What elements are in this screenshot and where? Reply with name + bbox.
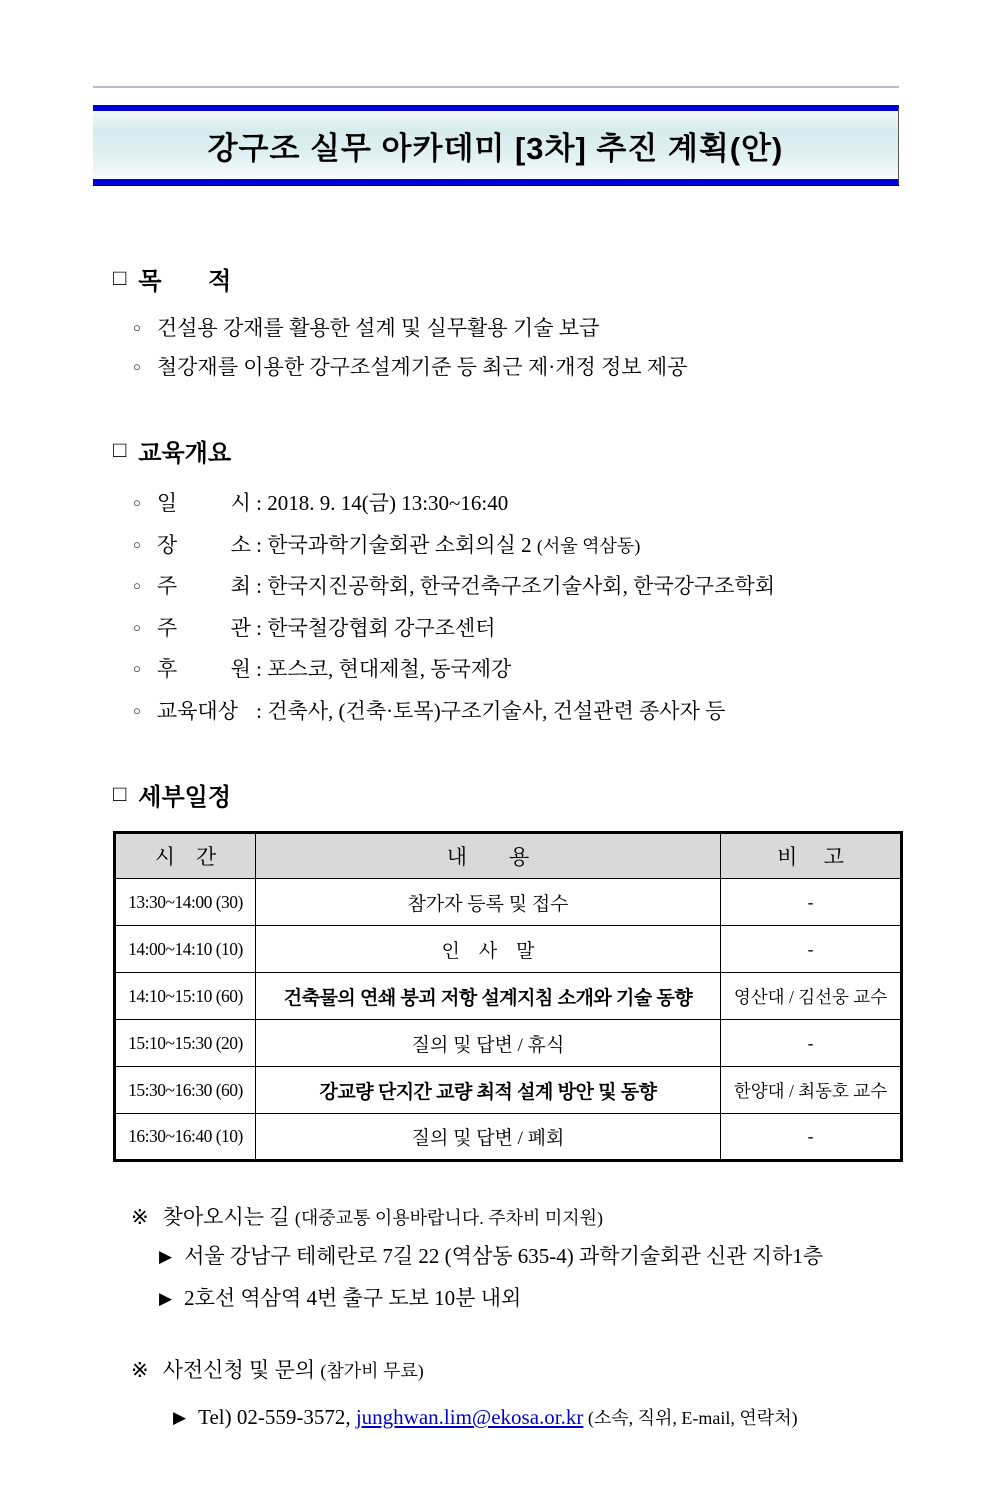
title-banner xyxy=(93,86,899,185)
list-item xyxy=(113,692,897,734)
list-item xyxy=(131,1278,897,1320)
section-heading-purpose xyxy=(113,261,897,296)
reference-mark-icon: ※ xyxy=(131,1358,149,1382)
cell-note: - xyxy=(721,1020,902,1067)
list-item xyxy=(113,609,897,651)
purpose-item-text: 철강재를 이용한 강구조설계기준 등 최근 제·개정 정보 제공 xyxy=(156,355,688,379)
field-label: 교육대상 xyxy=(156,698,239,723)
cell-content: 강교량 단지간 교량 최적 설계 방안 및 동향 xyxy=(256,1067,721,1114)
cell-content: 건축물의 연쇄 붕괴 저항 설계지침 소개와 기술 동향 xyxy=(256,973,721,1020)
list-item xyxy=(113,310,897,349)
email-link[interactable]: junghwan.lim@ekosa.or.kr xyxy=(355,1405,584,1429)
table-row xyxy=(115,1067,902,1114)
purpose-heading-label: 목 적 xyxy=(138,268,232,295)
label-separator: : xyxy=(250,491,268,515)
banner-box xyxy=(93,105,899,185)
circle-bullet-icon: ○ xyxy=(133,320,141,335)
field-value: 한국과학기술회관 소회의실 2 xyxy=(267,532,537,557)
reference-mark-icon: ※ xyxy=(131,1205,149,1229)
table-header-row xyxy=(115,833,902,879)
directions-note xyxy=(113,1199,897,1320)
directions-address: 서울 강남구 테헤란로 7길 22 (역삼동 635-4) 과학기술회관 신관 지하1층 xyxy=(184,1244,824,1268)
label-separator: : xyxy=(250,698,268,723)
cell-note: - xyxy=(721,926,902,973)
arrow-bullet-icon: ▶ xyxy=(159,1247,173,1266)
table-row xyxy=(115,1020,902,1067)
field-value: 한국철강협회 강구조센터 xyxy=(267,615,496,640)
circle-bullet-icon: ○ xyxy=(133,619,141,635)
field-label: 후 원 xyxy=(156,657,251,681)
cell-time: 13:30~14:00 (30) xyxy=(115,879,256,926)
cell-content: 인 사 말 xyxy=(256,926,721,973)
list-item xyxy=(113,526,897,568)
arrow-bullet-icon: ▶ xyxy=(159,1289,173,1308)
cell-note: 영산대 / 김선웅 교수 xyxy=(721,973,902,1020)
square-bullet-icon: □ xyxy=(113,264,127,290)
banner-top-divider xyxy=(93,86,899,88)
list-item xyxy=(131,1236,897,1278)
circle-bullet-icon: ○ xyxy=(133,536,141,552)
cell-note: - xyxy=(721,879,902,926)
table-row xyxy=(115,1114,902,1161)
cell-time: 15:30~16:30 (60) xyxy=(115,1067,256,1114)
label-separator: : xyxy=(250,574,268,598)
application-title: 사전신청 및 문의 xyxy=(162,1358,321,1382)
cell-content: 참가자 등록 및 접수 xyxy=(256,879,721,926)
directions-title-row xyxy=(131,1199,897,1236)
directions-subway: 2호선 역삼역 4번 출구 도보 10분 내외 xyxy=(184,1286,522,1310)
purpose-item-text: 건설용 강재를 활용한 설계 및 실무활용 기술 보급 xyxy=(156,316,600,340)
list-item xyxy=(113,484,897,526)
cell-content: 질의 및 답변 / 휴식 xyxy=(256,1020,721,1067)
overview-list xyxy=(113,484,897,733)
table-row xyxy=(115,879,902,926)
schedule-heading-label: 세부일정 xyxy=(138,784,232,811)
list-item xyxy=(113,567,897,609)
application-note xyxy=(113,1352,897,1439)
circle-bullet-icon: ○ xyxy=(133,359,141,374)
label-separator: : xyxy=(250,657,268,681)
schedule-table xyxy=(113,831,903,1162)
cell-note: 한양대 / 최동호 교수 xyxy=(721,1067,902,1114)
cell-note: - xyxy=(721,1114,902,1161)
circle-bullet-icon: ○ xyxy=(133,578,141,593)
section-heading-overview xyxy=(113,433,897,468)
square-bullet-icon: □ xyxy=(113,436,127,462)
circle-bullet-icon: ○ xyxy=(133,495,141,510)
section-heading-schedule xyxy=(113,777,897,812)
circle-bullet-icon: ○ xyxy=(133,702,141,718)
table-row xyxy=(115,926,902,973)
field-value-note: (서울 역삼동) xyxy=(536,535,641,556)
cell-time: 15:10~15:30 (20) xyxy=(115,1020,256,1067)
email-note: (소속, 직위, E-mail, 연락처) xyxy=(583,1408,798,1428)
field-label: 주 최 xyxy=(156,574,251,598)
field-label: 주 관 xyxy=(156,615,251,640)
contact-row xyxy=(131,1397,897,1439)
column-header-note: 비 고 xyxy=(721,833,902,879)
application-title-row xyxy=(131,1352,897,1389)
column-header-time: 시 간 xyxy=(115,833,256,879)
cell-content: 질의 및 답변 / 폐회 xyxy=(256,1114,721,1161)
list-item xyxy=(113,349,897,388)
cell-time: 14:10~15:10 (60) xyxy=(115,973,256,1020)
cell-time: 14:00~14:10 (10) xyxy=(115,926,256,973)
field-value: 건축사, (건축·토목)구조기술사, 건설관련 종사자 등 xyxy=(267,698,726,723)
purpose-list xyxy=(113,310,897,388)
application-title-note: (참가비 무료) xyxy=(320,1361,424,1381)
directions-title: 찾아오시는 길 xyxy=(162,1205,295,1229)
overview-heading-label: 교육개요 xyxy=(138,440,232,467)
field-value: 2018. 9. 14(금) 13:30~16:40 xyxy=(267,491,509,515)
field-value: 한국지진공학회, 한국건축구조기술사회, 한국강구조학회 xyxy=(267,574,776,598)
tel-number: Tel) 02-559-3572, xyxy=(198,1405,356,1429)
directions-title-note: (대중교통 이용바랍니다. 주차비 미지원) xyxy=(294,1208,604,1228)
page-title: 강구조 실무 아카데미 [3차] 추진 계획(안) xyxy=(207,130,784,166)
table-row xyxy=(115,973,902,1020)
circle-bullet-icon: ○ xyxy=(133,661,141,676)
label-separator: : xyxy=(250,615,268,640)
column-header-content: 내 용 xyxy=(256,833,721,879)
field-label: 장 소 xyxy=(156,532,251,557)
square-bullet-icon: □ xyxy=(113,780,127,806)
label-separator: : xyxy=(250,532,268,557)
field-value: 포스코, 현대제철, 동국제강 xyxy=(267,657,512,681)
list-item xyxy=(113,650,897,692)
arrow-bullet-icon: ▶ xyxy=(173,1408,187,1427)
cell-time: 16:30~16:40 (10) xyxy=(115,1114,256,1161)
field-label: 일 시 xyxy=(156,491,251,515)
